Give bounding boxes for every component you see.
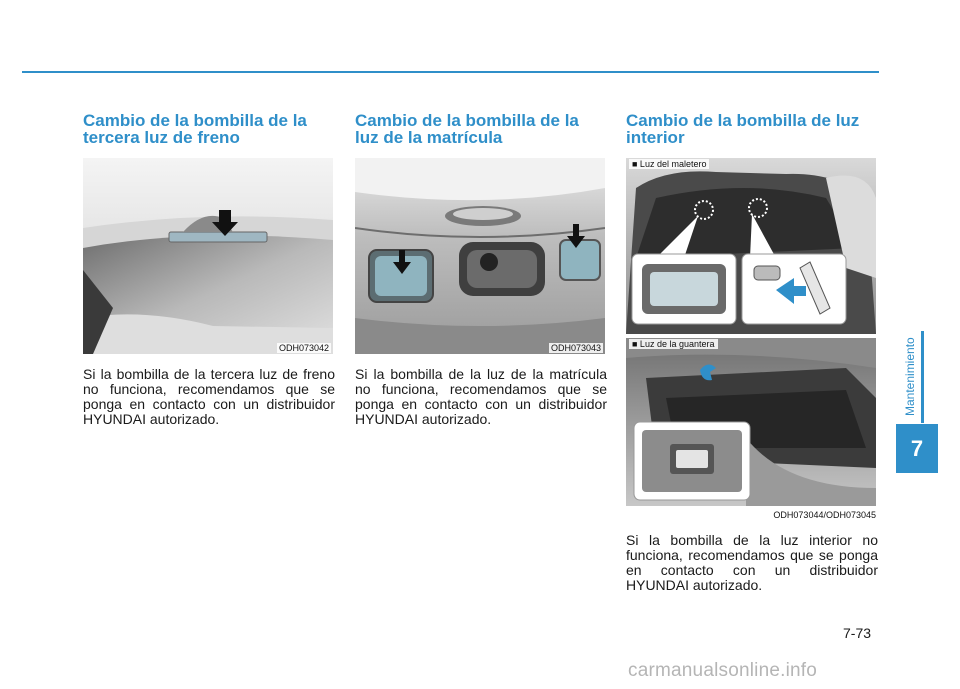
figure-code: ODH073044/ODH073045 — [773, 510, 876, 520]
section-third-brake-light — [83, 112, 335, 427]
illustration-glovebox — [626, 338, 876, 506]
watermark: carmanualsonline.info — [628, 660, 818, 681]
page-number: 7-73 — [843, 625, 872, 641]
side-accent-bar — [921, 331, 924, 423]
illustration-trunk-interior — [626, 158, 876, 334]
section-license-plate-light — [355, 112, 607, 427]
top-rule — [22, 71, 879, 73]
panel-label-glovebox: ■ Luz de la guantera — [629, 339, 718, 349]
panel-label-trunk: ■ Luz del maletero — [629, 159, 709, 169]
body-text: Si la bombilla de la luz de la matrícula no funciona, recomendamos que se ponga en contacto con un distribuidor HYUNDAI autorizado. — [355, 366, 607, 427]
section-tab-label: Mantenimiento — [903, 337, 917, 417]
illustration-trunk-lid — [355, 158, 605, 354]
figure-interior-lights — [626, 158, 876, 520]
figure-panel-trunk-light — [626, 158, 876, 334]
figure-license-plate-light — [355, 158, 605, 354]
figure-code: ODH073043 — [550, 343, 601, 353]
body-text: Si la bombilla de la tercera luz de freno no funciona, recomendamos que se ponga en contacto con un distribuidor HYUNDAI autorizado. — [83, 366, 335, 427]
illustration-rear-window — [83, 158, 333, 354]
figure-panel-glovebox-light — [626, 338, 876, 506]
section-heading: Cambio de la bombilla de la luz de la matrícula — [355, 111, 579, 147]
section-heading: Cambio de la bombilla de luz interior — [626, 111, 860, 147]
figure-code: ODH073042 — [278, 343, 329, 353]
section-heading: Cambio de la bombilla de la tercera luz de freno — [83, 111, 307, 147]
body-text: Si la bombilla de la luz interior no funciona, recomendamos que se ponga en contacto con un distribuidor HYUNDAI autorizado. — [626, 532, 878, 593]
chapter-number-tab: 7 — [896, 424, 938, 473]
figure-third-brake-light — [83, 158, 333, 354]
section-interior-light — [626, 112, 878, 593]
